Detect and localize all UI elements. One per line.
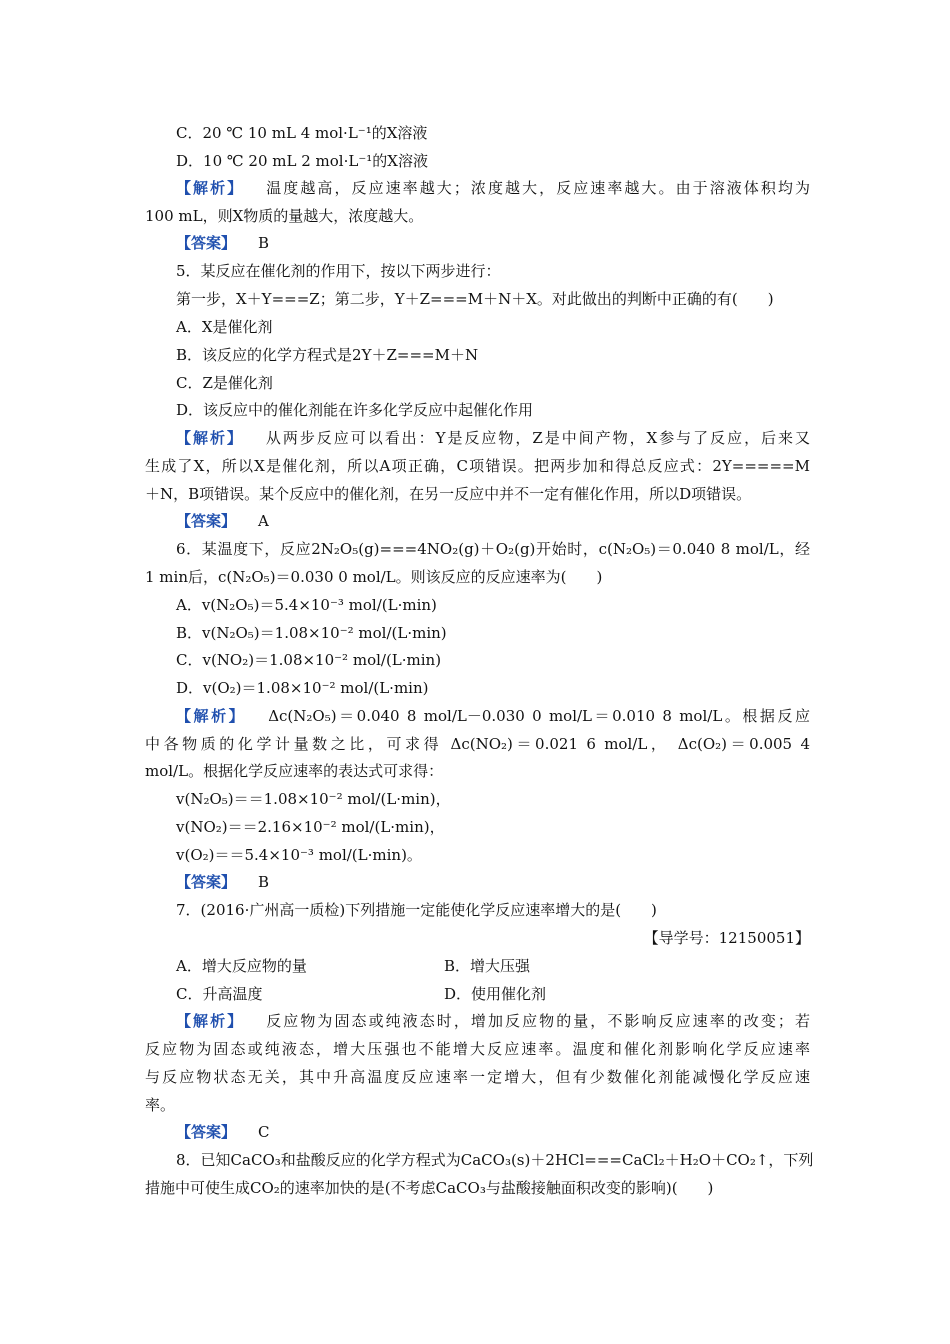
q6-calc-line-1: v(N₂O₅)＝＝1.08×10⁻² mol/(L·min)， (176, 790, 451, 808)
analysis-tag: 【解析】 (176, 1012, 245, 1030)
q6-analysis-line-1: 【解析】 Δc(N₂O₅)＝0.040 8 mol/L－0.030 0 mol/L＝0.010 8 mol/L。根据反应 (176, 707, 810, 725)
q6-calc-line-3: v(O₂)＝＝5.4×10⁻³ mol/(L·min)。 (176, 846, 422, 864)
q4-answer (176, 233, 841, 253)
q6-option-b: B．v(N₂O₅)＝1.08×10⁻² mol/(L·min) (176, 624, 447, 642)
q7-analysis-line-4: 率。 (145, 1096, 176, 1114)
q7-answer (176, 1122, 841, 1142)
q4-analysis-line-1: 【解析】 温度越高，反应速率越大；浓度越大，反应速率越大。由于溶液体积均为 (176, 179, 810, 197)
q7-options-row-2 (176, 984, 841, 1004)
q6-stem-line-2: 1 min后，c(N₂O₅)＝0.030 0 mol/L。则该反应的反应速率为( ) (145, 568, 603, 586)
answer-tag: 【答案】 (176, 873, 237, 891)
q6-answer-value: B (258, 873, 270, 891)
q5-analysis-line-3: ＋N，B项错误。某个反应中的催化剂，在另一反应中并不一定有催化作用，所以D项错误。 (145, 485, 752, 503)
q5-answer-value: A (258, 512, 269, 530)
q7-analysis-line-1: 【解析】 反应物为固态或纯液态时，增加反应物的量，不影响反应速率的改变；若 (176, 1012, 810, 1030)
q4-answer-value: B (258, 234, 270, 252)
q7-analysis-line-3: 与反应物状态无关，其中升高温度反应速率一定增大，但有少数催化剂能减慢化学反应速 (145, 1068, 810, 1086)
q7-analysis-line-2: 反应物为固态或纯液态，增大压强也不能增大反应速率。温度和催化剂影响化学反应速率 (145, 1040, 810, 1058)
q8-stem-line-2: 措施中可使生成CO₂的速率加快的是(不考虑CaCO₃与盐酸接触面积改变的影响)( ) (145, 1179, 714, 1197)
q7-guide-number: 【导学号：12150051】 (643, 929, 810, 947)
q6-answer (176, 872, 841, 892)
q7-options-row-1 (176, 956, 841, 976)
q7-option-a: A．增大反应物的量 (176, 957, 307, 975)
q5-option-d: D．该反应中的催化剂能在许多化学反应中起催化作用 (176, 401, 534, 419)
answer-tag: 【答案】 (176, 512, 237, 530)
analysis-tag: 【解析】 (176, 707, 247, 725)
q6-stem-line-1: 6．某温度下，反应2N₂O₅(g)===4NO₂(g)＋O₂(g)开始时，c(N₂O₅)＝0.040 8 mol/L，经 (176, 540, 810, 558)
q6-analysis-line-2: 中各物质的化学计量数之比，可求得 Δc(NO₂)＝0.021 6 mol/L， Δc(O₂)＝0.005 4 (145, 735, 810, 753)
q4-option-d: D．10 ℃ 20 mL 2 mol·L⁻¹的X溶液 (176, 152, 428, 170)
q5-option-a: A．X是催化剂 (176, 318, 273, 336)
q6-option-a: A．v(N₂O₅)＝5.4×10⁻³ mol/(L·min) (176, 596, 437, 614)
q5-analysis-line-2: 生成了X，所以X是催化剂，所以A项正确，C项错误。把两步加和得总反应式：2Y=====M (145, 457, 810, 475)
q5-option-c: C．Z是催化剂 (176, 374, 273, 392)
q7-option-d: D．使用催化剂 (444, 985, 547, 1003)
q5-stem-line-2: 第一步，X＋Y===Z；第二步，Y＋Z===M＋N＋X。对此做出的判断中正确的有( ) (176, 290, 774, 308)
q6-option-c: C．v(NO₂)＝1.08×10⁻² mol/(L·min) (176, 651, 442, 669)
q5-stem-line-1: 5．某反应在催化剂的作用下，按以下两步进行： (176, 262, 501, 280)
q4-option-c: C．20 ℃ 10 mL 4 mol·L⁻¹的X溶液 (176, 124, 428, 142)
q7-option-b: B．增大压强 (444, 957, 531, 975)
q7-answer-value: C (258, 1123, 270, 1141)
q5-answer (176, 511, 841, 531)
q5-option-b: B．该反应的化学方程式是2Y＋Z===M＋N (176, 346, 479, 364)
q7-option-c: C．升高温度 (176, 985, 263, 1003)
analysis-tag: 【解析】 (176, 179, 245, 197)
q5-analysis-line-1: 【解析】 从两步反应可以看出：Y是反应物，Z是中间产物，X参与了反应，后来又 (176, 429, 810, 447)
q7-stem-line-1: 7．(2016·广州高一质检)下列措施一定能使化学反应速率增大的是( ) (176, 901, 657, 919)
analysis-tag: 【解析】 (176, 429, 244, 447)
q8-stem-line-1: 8．已知CaCO₃和盐酸反应的化学方程式为CaCO₃(s)＋2HCl===CaCl₂＋H₂O＋CO₂↑，下列 (176, 1151, 814, 1169)
q6-option-d: D．v(O₂)＝1.08×10⁻² mol/(L·min) (176, 679, 429, 697)
q4-analysis-line-2: 100 mL，则X物质的量越大，浓度越大。 (145, 207, 424, 225)
answer-tag: 【答案】 (176, 234, 237, 252)
q6-calc-line-2: v(NO₂)＝＝2.16×10⁻² mol/(L·min)， (176, 818, 445, 836)
q6-analysis-line-3: mol/L。根据化学反应速率的表达式可求得： (145, 762, 444, 780)
answer-tag: 【答案】 (176, 1123, 237, 1141)
